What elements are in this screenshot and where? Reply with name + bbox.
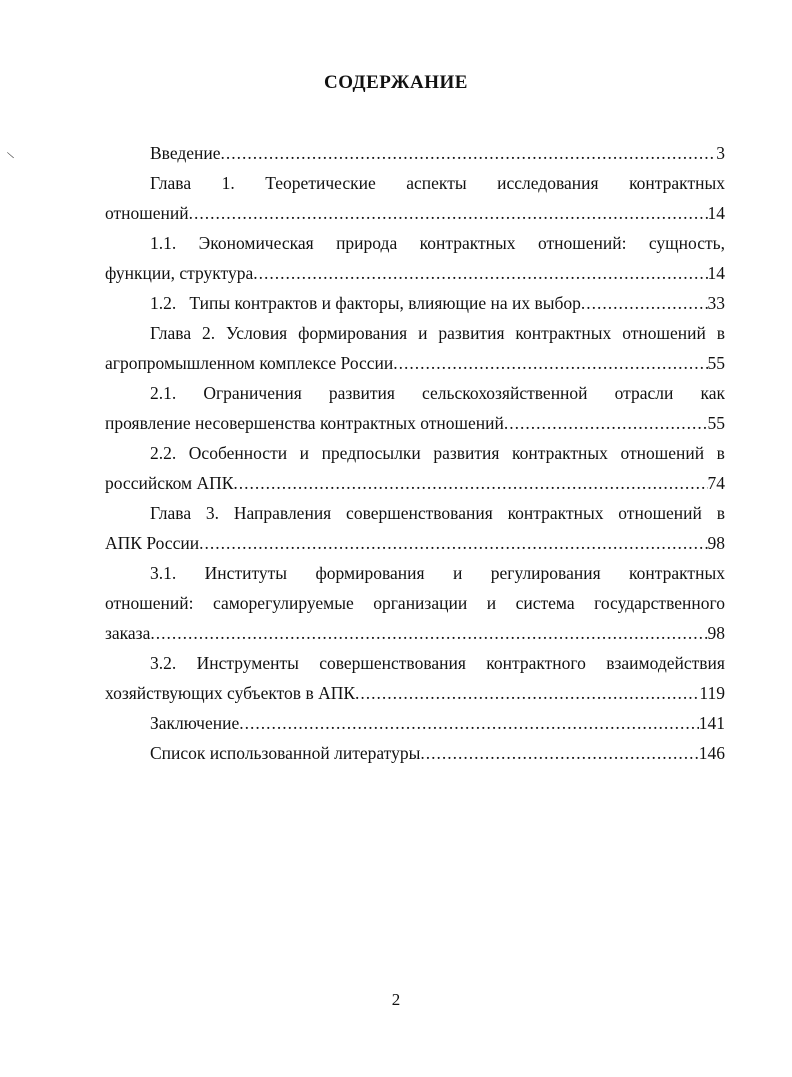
toc-entry-s12[interactable] <box>105 288 725 318</box>
leader-dots <box>504 408 708 438</box>
word: сельскохозяйственной <box>422 383 588 403</box>
toc-entry-page: 14 <box>707 203 725 223</box>
toc-entry-s11[interactable] <box>105 228 725 258</box>
word: Инструменты <box>196 653 299 673</box>
word: исследования <box>497 173 599 193</box>
toc-entry-ch1[interactable] <box>105 168 725 198</box>
leader-dots <box>221 138 717 168</box>
word: контрактных <box>629 173 725 193</box>
toc-entry-page: 146 <box>698 743 725 763</box>
word: взаимодействия <box>606 653 725 673</box>
word: как <box>700 383 725 403</box>
toc-entry-conclusion[interactable] <box>105 708 725 738</box>
toc-entry-text: заказа <box>105 623 151 643</box>
word: 2. <box>202 323 216 343</box>
word: Теоретические <box>265 173 376 193</box>
leader-dots <box>233 468 707 498</box>
toc-entry-text: функции, структура <box>105 263 254 283</box>
word: сущность, <box>648 233 725 253</box>
word: Экономическая <box>198 233 314 253</box>
word: Ограничения <box>203 383 302 403</box>
leader-dots <box>420 738 698 768</box>
word: отношений: <box>105 593 194 613</box>
toc-entry-s31-line2[interactable] <box>105 588 725 618</box>
word: отношений: <box>537 233 627 253</box>
word: Глава <box>150 173 192 193</box>
word: отношений <box>618 503 702 523</box>
toc-entry-page: 74 <box>707 473 725 493</box>
leader-dots <box>150 618 707 648</box>
toc-entry-s32-cont[interactable] <box>105 678 725 708</box>
word: контрактных <box>419 233 516 253</box>
word: Условия <box>226 323 288 343</box>
leader-dots <box>239 708 699 738</box>
leader-dots <box>199 528 707 558</box>
toc-entry-page: 55 <box>707 353 725 373</box>
toc-entry-text: Заключение <box>150 713 240 733</box>
leader-dots <box>355 678 699 708</box>
word: и <box>418 323 428 343</box>
word: саморегулируемые <box>212 593 354 613</box>
toc-entry-ch3-cont[interactable] <box>105 528 725 558</box>
toc-entry-ch1-cont[interactable] <box>105 198 725 228</box>
leader-dots <box>253 258 707 288</box>
toc-entry-s11-cont[interactable] <box>105 258 725 288</box>
word: и <box>299 443 310 463</box>
word: отношений <box>620 443 705 463</box>
word: и <box>486 593 497 613</box>
word: формирования <box>315 563 425 583</box>
word: регулирования <box>490 563 601 583</box>
word: совершенствования <box>346 503 493 523</box>
toc-entry-text: российском АПК <box>105 473 234 493</box>
toc-entry-page: 98 <box>707 623 725 643</box>
toc-entry-text: АПК России <box>105 533 200 553</box>
toc-entry-ch2[interactable] <box>105 318 725 348</box>
word: контрактных <box>507 503 604 523</box>
toc-entry-page: 14 <box>707 263 725 283</box>
toc-entry-page: 141 <box>698 713 725 733</box>
word: Глава <box>150 323 192 343</box>
toc-entry-references[interactable] <box>105 738 725 768</box>
toc-entry-text: отношений <box>105 203 189 223</box>
toc-entry-s32[interactable] <box>105 648 725 678</box>
word: развития <box>433 443 500 463</box>
page-number: 2 <box>391 990 401 1009</box>
toc-entry-text: агропромышленном комплексе России <box>105 353 394 373</box>
word: и <box>452 563 463 583</box>
toc-entry-text: Список использованной литературы <box>150 743 421 763</box>
word: контрактных <box>629 563 725 583</box>
toc-entry-page: 55 <box>707 413 725 433</box>
toc-entry-s21-cont[interactable] <box>105 408 725 438</box>
word: контрактных <box>515 323 612 343</box>
word: 3.2. <box>150 653 177 673</box>
word: 3.1. <box>150 563 177 583</box>
word: система <box>515 593 575 613</box>
word: формирования <box>298 323 408 343</box>
word: 1. <box>221 173 235 193</box>
leader-dots <box>189 198 708 228</box>
toc-entry-s21[interactable] <box>105 378 725 408</box>
word: предпосылки <box>321 443 421 463</box>
toc-entry-text: хозяйствующих субъектов в АПК <box>105 683 356 703</box>
word: развития <box>328 383 395 403</box>
toc-entry-text: 1.2. Типы контрактов и факторы, влияющие на их выбор <box>150 293 581 313</box>
toc-entry-s31[interactable] <box>105 558 725 588</box>
toc-entry-page: 119 <box>699 683 725 703</box>
toc-entry-page: 98 <box>707 533 725 553</box>
toc-entry-page: 3 <box>716 143 725 163</box>
word: Институты <box>204 563 288 583</box>
toc-entry-s22[interactable] <box>105 438 725 468</box>
toc-entry-s31-cont[interactable] <box>105 618 725 648</box>
word: развития <box>438 323 505 343</box>
word: 1.1. <box>150 233 177 253</box>
toc-entry-ch3[interactable] <box>105 498 725 528</box>
word: 3. <box>205 503 220 523</box>
scan-mark: \ <box>5 148 16 162</box>
word: Глава <box>150 503 192 523</box>
word: аспекты <box>406 173 467 193</box>
leader-dots <box>393 348 707 378</box>
word: Направления <box>233 503 332 523</box>
word: совершенствования <box>319 653 466 673</box>
word: Особенности <box>188 443 288 463</box>
toc-entry-intro[interactable] <box>105 138 725 168</box>
word: государственного <box>594 593 725 613</box>
word: природа <box>336 233 398 253</box>
word: 2.2. <box>150 443 177 463</box>
word: контрактных <box>512 443 608 463</box>
word: организации <box>373 593 468 613</box>
toc-entry-text: проявление несовершенства контрактных отношений <box>105 413 504 433</box>
page-title: СОДЕРЖАНИЕ <box>324 72 468 93</box>
word: в <box>716 323 725 343</box>
word: 2.1. <box>150 383 177 403</box>
word: отношений <box>622 323 706 343</box>
word: контрактного <box>486 653 586 673</box>
toc-entry-s22-cont[interactable] <box>105 468 725 498</box>
word: в <box>716 503 725 523</box>
word: отрасли <box>614 383 674 403</box>
word: в <box>716 443 725 463</box>
toc-entry-ch2-cont[interactable] <box>105 348 725 378</box>
table-of-contents <box>105 138 725 768</box>
toc-entry-page: 33 <box>707 293 725 313</box>
toc-entry-text: Введение <box>150 143 221 163</box>
leader-dots <box>581 288 708 318</box>
